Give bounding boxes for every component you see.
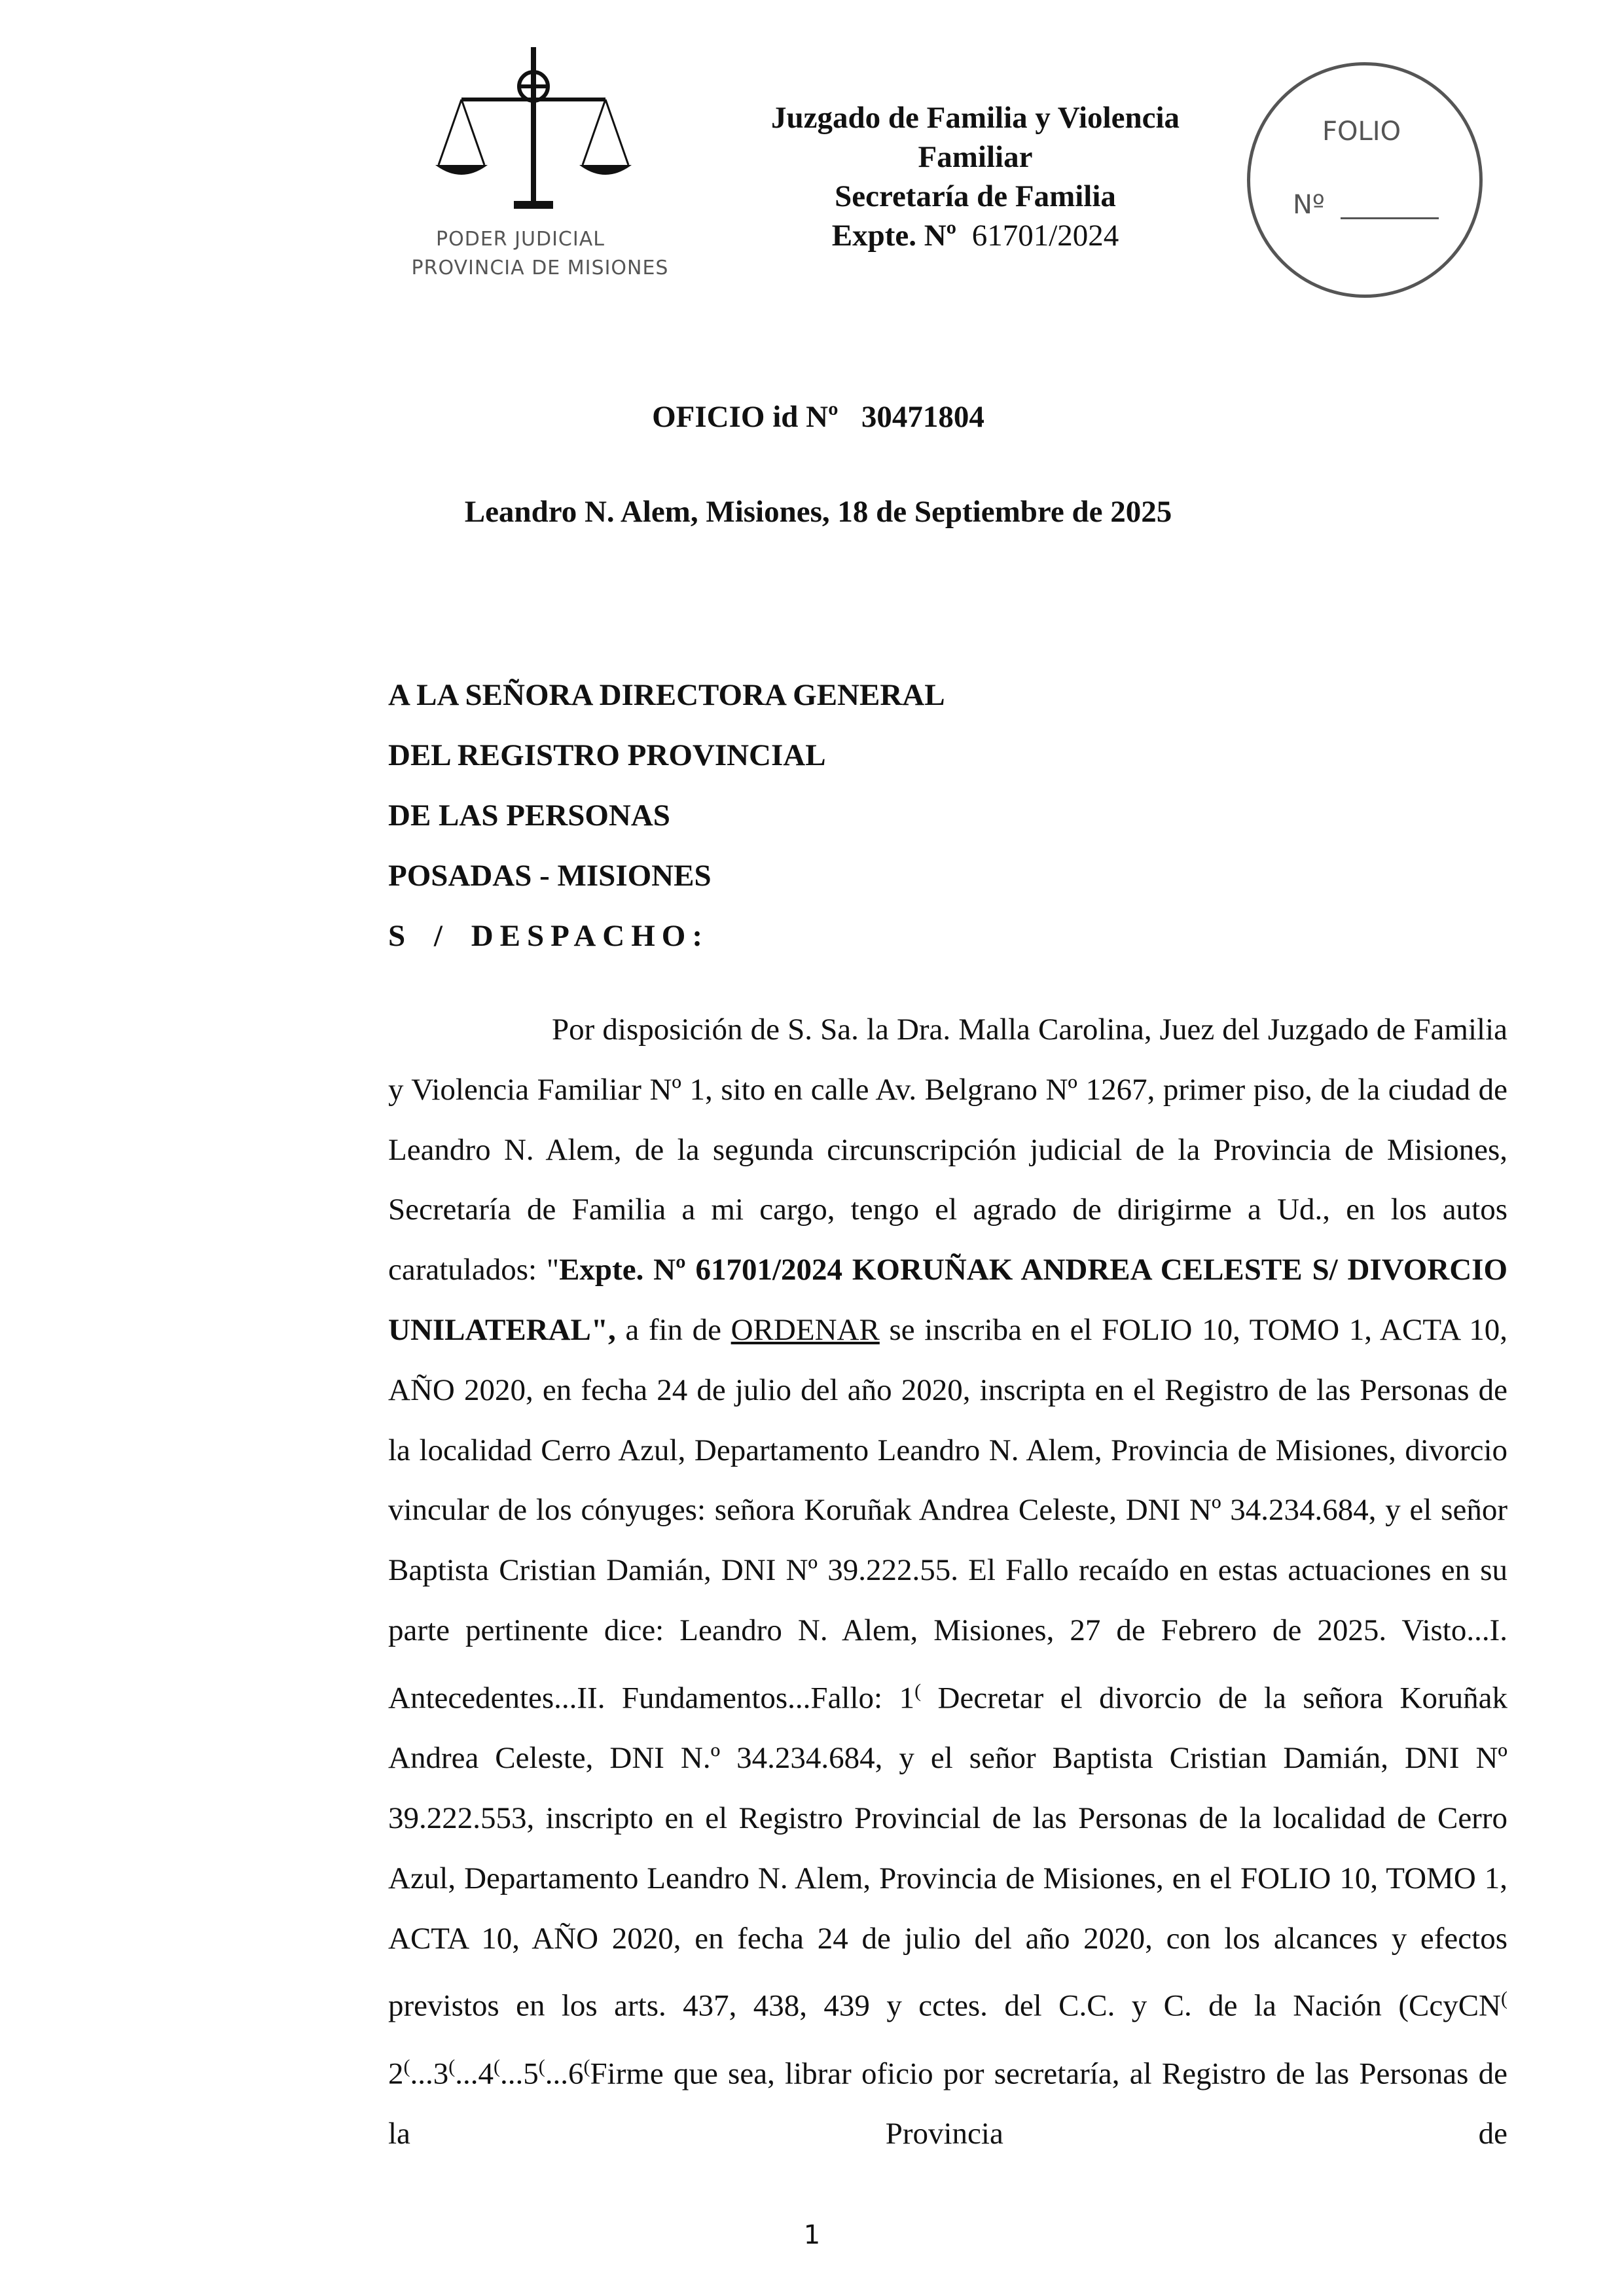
footnote-mark: ( [538,2055,545,2077]
footnote-mark: ( [1501,1988,1507,2010]
body-text: ...3 [410,2056,449,2091]
body-text: 2 [388,2056,404,2091]
addressee-despacho: S / DESPACHO: [388,919,709,953]
oficio-label: OFICIO id Nº [652,400,839,434]
court-logo [403,41,677,289]
footnote-mark: ( [448,2055,456,2077]
page-number: 1 [803,2220,821,2250]
body-text: Decretar el divorcio de la señora Koruñak Andrea Celeste, DNI N.º 34.234.684, y el señor Baptista Cristian Damián, DNI Nº 39.222.553, inscripto en el Registro Provincial de las Personas de la localidad de Cerro Azul, Departamento Leandro N. Alem, Provincia de Misiones, en el FOLIO 10, TOMO 1, ACTA 10, AÑO 2020, en fecha 24 de julio del año 2020, con los alcances y efectos previstos en los arts. 437, 438, 439 y cctes. del C.C. y C. de la Nación (CcyCN [388,1681,1507,2024]
footnote-mark: ( [583,2055,590,2077]
body-text: a fin de [615,1312,731,1347]
addressee-line: A LA SEÑORA DIRECTORA GENERAL [388,678,945,712]
folio-label: FOLIO [1322,117,1401,147]
expte-number: 61701/2024 [971,219,1119,253]
oficio-id: 30471804 [861,400,984,434]
body-text: Firme que sea, librar oficio por secretaría, al Registro de las Personas de la Provincia de [388,2056,1507,2151]
secretary-name: Secretaría de Familia [835,179,1116,213]
body-paragraph [388,1000,1507,2164]
body-text-intro: Por disposición de S. Sa. la Dra. Malla Carolina, Juez del Juzgado de Familia y Violencia Familiar Nº 1, sito en calle Av. Belgrano Nº 1267, primer piso, de la ciudad de Leandro N. Alem, de la segunda circunscripción judicial de la Provincia de Misiones, Secretaría de Familia a mi cargo, tengo el agrado de dirigirme a Ud., en los autos caratulados: " [388,1013,1507,1287]
court-name-line1: Juzgado de Familia y Violencia [770,101,1180,135]
footnote-mark: ( [494,2055,500,2077]
oficio-title [393,399,1244,435]
scales-of-justice-icon [435,41,632,217]
folio-number-label: Nº [1293,190,1325,220]
expte-label: Expte. Nº [831,219,957,253]
footnote-mark: ( [914,1679,922,1702]
court-name-line2: Familiar [918,140,1033,174]
place-and-date: Leandro N. Alem, Misiones, 18 de Septiembre de 2025 [464,495,1172,529]
logo-text-provincia: PROVINCIA DE MISIONES [411,257,669,279]
logo-text-poder-judicial: PODER JUDICIAL [436,228,605,251]
court-header [694,98,1257,255]
body-order-word: ORDENAR [731,1312,880,1347]
folio-stamp [1247,62,1483,298]
expte-line [694,216,1257,255]
addressee-line: POSADAS - MISIONES [388,859,712,893]
body-text: se inscriba en el FOLIO 10, TOMO 1, ACTA 10, AÑO 2020, en fecha 24 de julio del año 2020, inscripta en el Registro de las Personas de la localidad Cerro Azul, Departamento Leandro N. Alem, Provincia de Misiones, divorcio vincular de los cónyuges: señora Koruñak Andrea Celeste, DNI Nº 34.234.684, y el señor Baptista Cristian Damián, DNI Nº 39.222.55. El Fallo recaído en estas actuaciones en su parte pertinente dice: Leandro N. Alem, Misiones, 27 de Febrero de 2025. Visto...I. Antecedentes...II. Fundamentos...Fallo: 1 [388,1312,1507,1715]
body-case-title: Expte. Nº 61701/2024 KORUÑAK ANDREA CELESTE S/ DIVORCIO UNILATERAL", [388,1253,1507,1347]
footnote-mark: ( [403,2055,410,2077]
body-text: ...5 [500,2056,539,2091]
addressee-line: DEL REGISTRO PROVINCIAL [388,738,826,772]
body-text: ...6 [545,2056,584,2091]
folio-number-blank [1341,217,1439,219]
body-text: ...4 [455,2056,494,2091]
addressee-block [388,677,945,978]
addressee-line: DE LAS PERSONAS [388,798,670,833]
